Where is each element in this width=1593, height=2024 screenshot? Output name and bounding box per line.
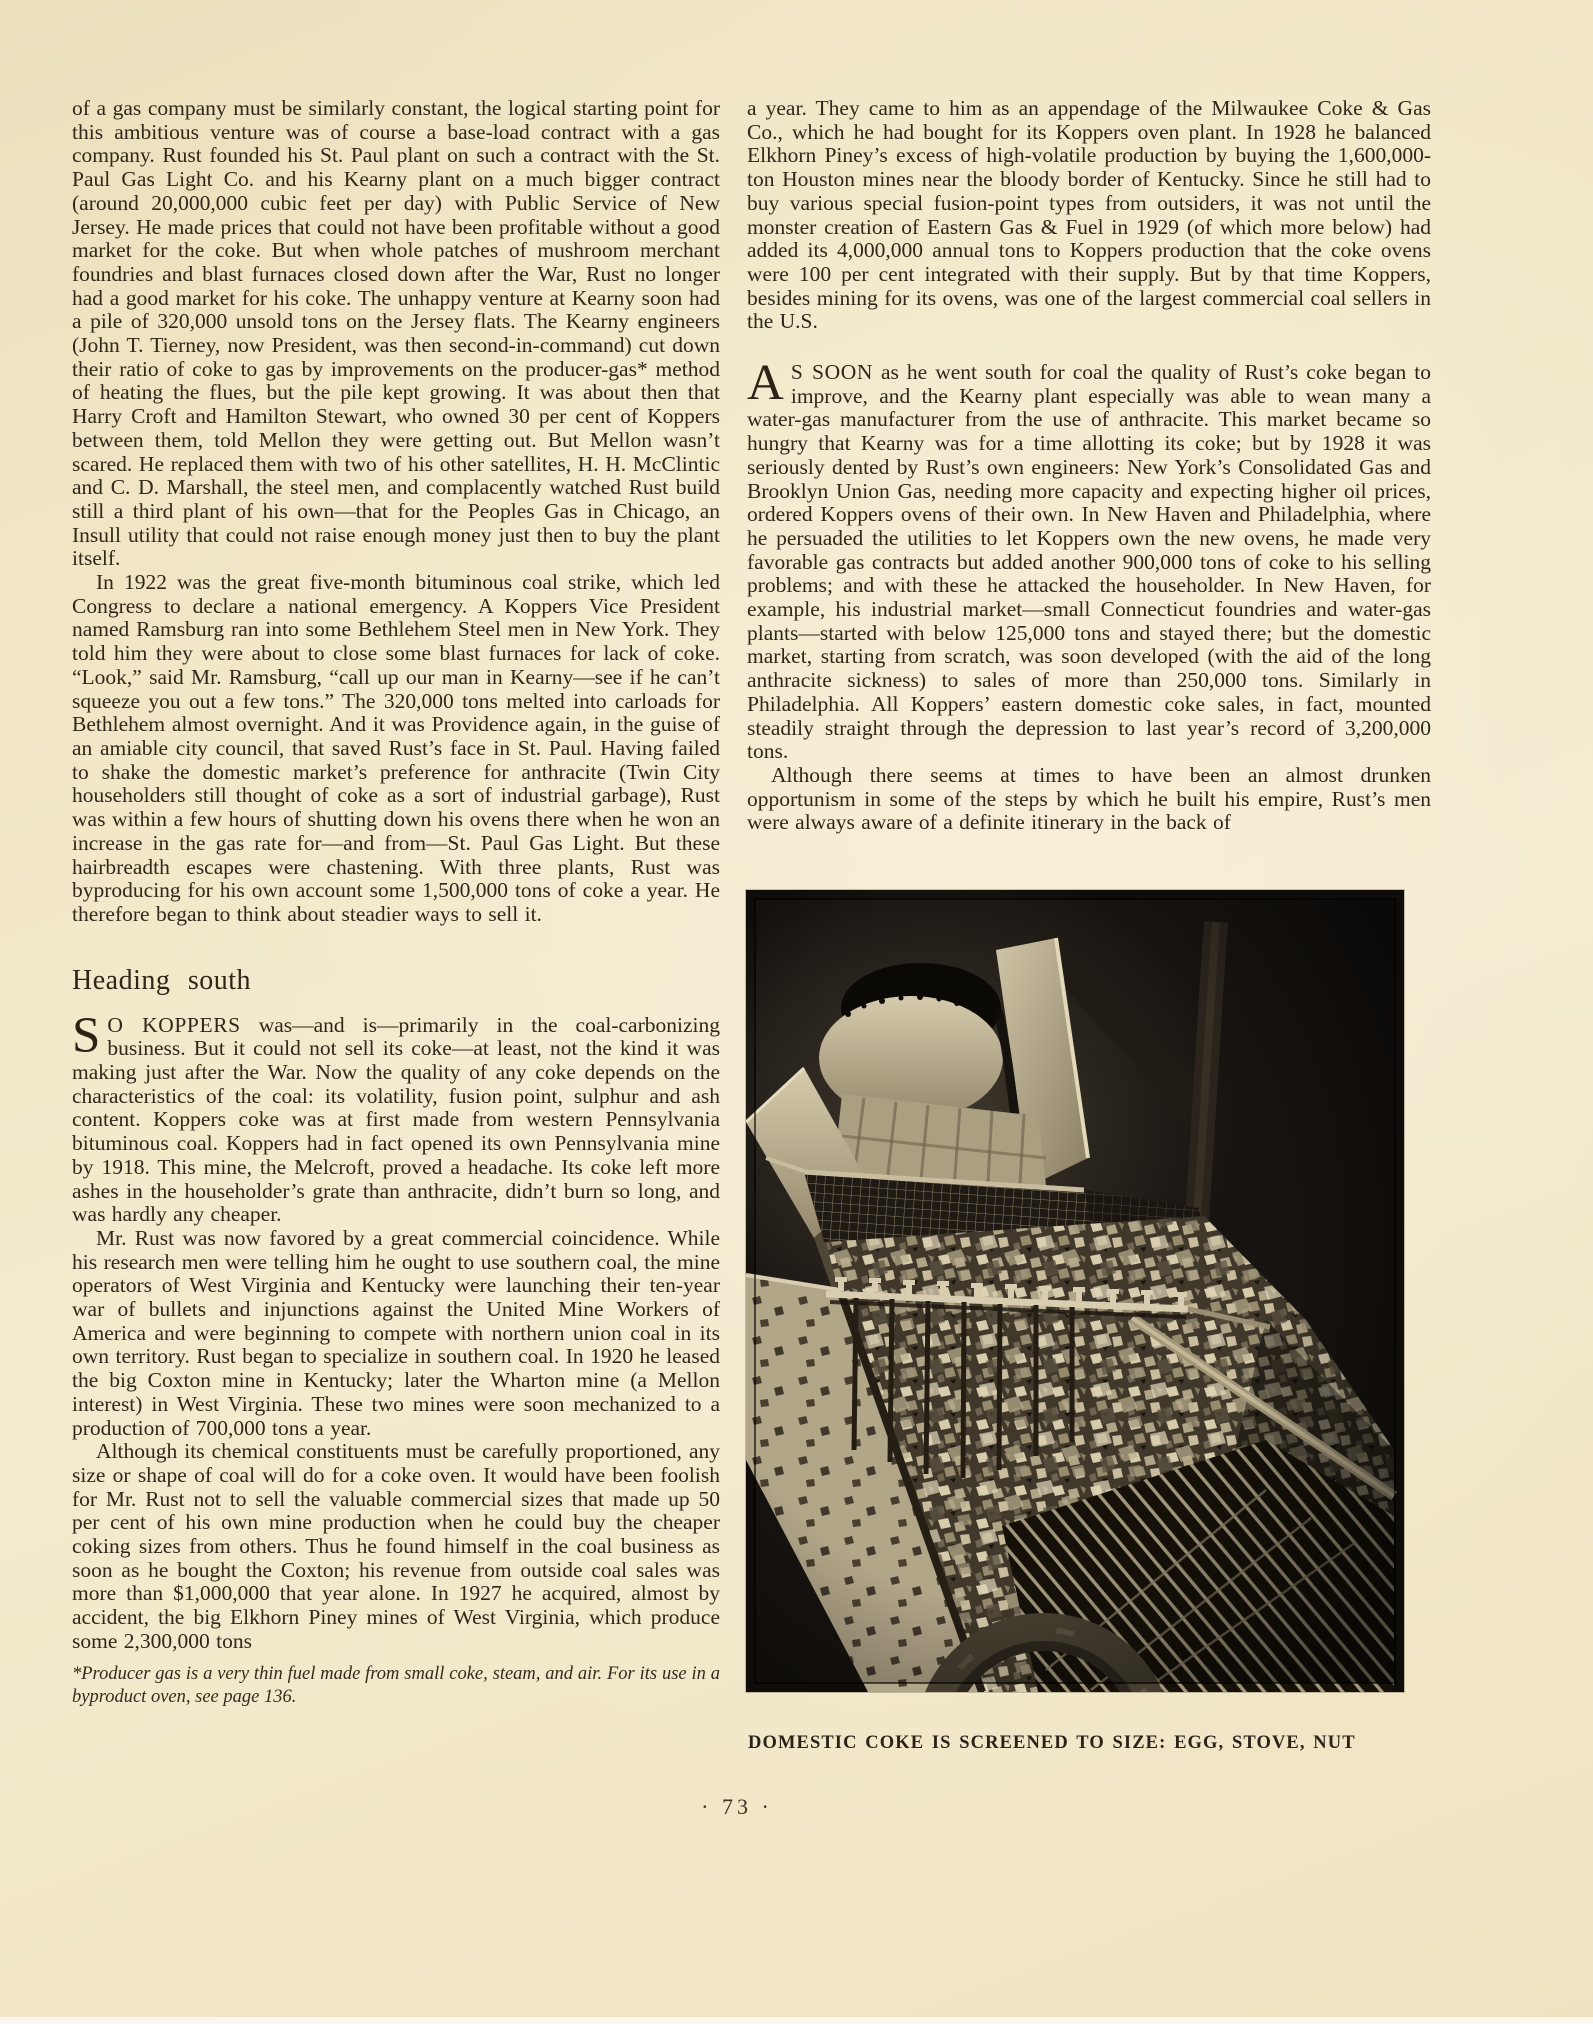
paragraph-text: was—and is—primarily in the coal-carbonizing business. But it could not sell its coke—at least, not the kind it was making just after the War. Now the quality of any coke depends on the characteristics of the coal: its volatility, fusion point, sulphur and ash content. Koppers coke was at first made from western Pennsylvania bituminous coal. Koppers had in fact opened its own Pennsylvania mine by 1918. This mine, the Melcroft, proved a headache. Its coke left more ashes in the householder’s grate than anthracite, didn’t burn so long, and was hardly any cheaper. <box>72 1012 720 1227</box>
footnote: *Producer gas is a very thin fuel made from small coke, steam, and air. For its use in a byproduct oven, see page 136. <box>72 1663 720 1707</box>
paragraph: a year. They came to him as an appendage of the Milwaukee Coke & Gas Co., which he had bought for its Koppers oven plant. In 1928 he balanced Elkhorn Piney’s excess of high-volatile production by buying the 1,600,000-ton Houston mines near the bloody border of Kentucky. Since he still had to buy various special fusion-point types from outsiders, it was not until the monster creation of Eastern Gas & Fuel in 1929 (of which more below) had added its 4,000,000 annual tons to Koppers production that the coke ovens were 100 per cent integrated with their supply. But by that time Koppers, besides mining for its ovens, was one of the largest commercial coal sellers in the U.S. <box>747 97 1431 334</box>
paragraph: In 1922 was the great five-month bituminous coal strike, which led Congress to declare a national emergency. A Koppers Vice President named Ramsburg ran into some Bethlehem Steel men in New York. They told him they were about to close some blast furnaces for lack of coke. “Look,” said Mr. Ramsburg, “call up our man in Kearny—see if he can’t squeeze you out a few tons.” The 320,000 tons melted into carloads for Bethlehem almost overnight. And it was Providence again, in the guise of an amiable city council, that saved Rust’s face in St. Paul. Having failed to shake the domestic market’s preference for anthracite (Twin City householders still thought of coke as a sort of industrial garbage), Rust was within a few hours of shutting down his ovens there when he won an increase in the gas rate for—and from—St. Paul Gas Light. But these hairbreadth escapes were chastening. With three plants, Rust was byproducing for his own account some 1,500,000 tons of coke a year. He therefore began to think about steadier ways to sell it. <box>72 570 720 926</box>
left-column <box>72 97 720 1709</box>
coke-screening-photo <box>746 890 1404 1692</box>
drop-cap-letter: A <box>747 355 784 412</box>
paragraph: of a gas company must be similarly constant, the logical starting point for this ambitious venture was of course a base-load contract with a gas company. Rust founded his St. Paul plant on such a contract with the St. Paul Gas Light Co. and his Kearny plant on a much bigger contract (around 20,000,000 cubic feet per day) with Public Service of New Jersey. He made prices that could not have been profitable without a good market for the coke. But when whole patches of mushroom merchant foundries and blast furnaces closed down after the War, Rust no longer had a good market for his coke. The unhappy venture at Kearny soon had a pile of 320,000 unsold tons on the Jersey flats. The Kearny engineers (John T. Tierney, now President, was then second-in-command) cut down their ratio of coke to gas by improvements on the producer-gas* method of heating the flues, but the pile kept growing. It was about then that Harry Croft and Hamilton Stewart, who owned 30 per cent of Koppers between them, told Mellon they were getting out. But Mellon wasn’t scared. He replaced them with two of his other satellites, H. H. McClintic and C. D. Marshall, the steel men, and complacently watched Rust build still a third plant of his own—that for the Peoples Gas in Chicago, an Insull utility that could not raise enough money just then to buy the plant itself. <box>72 96 720 571</box>
paragraph: Although its chemical constituents must be carefully proportioned, any size or shape of coal will do for a coke oven. It would have been foolish for Mr. Rust not to sell the valuable commercial sizes that made up 50 per cent of his own mine production when he could buy the cheaper coking sizes from others. Thus he found himself in the coal business as soon as he bought the Coxton; his revenue from outside coal sales was more than $1,000,000 that year alone. In 1927 he acquired, almost by accident, the big Elkhorn Piney mines of West Virginia, which produce some 2,300,000 tons <box>72 1439 720 1653</box>
right-column <box>747 97 1431 892</box>
paragraph: Although there seems at times to have been an almost drunken opportunism in some of the steps by which he built his empire, Rust’s men were always aware of a definite itinerary in the back of <box>747 762 1431 835</box>
paragraph-text: as he went south for coal the quality of Rust’s coke began to improve, and the Kearny plant especially was able to wean many a water-gas manufacturer from the use of anthracite. This market became so hungry that Kearny was for a time allotting its coke; but by 1928 it was seriously dented by Rust’s own engineers: New York’s Consolidated Gas and Brooklyn Union Gas, needing more capacity and expecting higher oil prices, ordered Koppers ovens of their own. In New Haven and Philadelphia, where he persuaded the utilities to let Koppers own the new ovens, he made very favorable gas contracts but added another 900,000 tons of coke to his selling problems; and with these he attacked the householder. In New Haven, for example, his industrial market—small Connecticut foundries and water-gas plants—started with below 125,000 tons and stayed there; but the domestic market, starting from scratch, was soon developed (with the aid of the long anthracite sickness) to sales of more than 250,000 tons. Similarly in Philadelphia. All Koppers’ eastern domestic coke sales, in fact, mounted steadily straight through the depression to last year’s record of 3,200,000 tons. <box>747 360 1431 764</box>
paragraph-dropcap <box>72 1007 720 1227</box>
section-heading: Heading south <box>72 964 252 996</box>
paragraph: Mr. Rust was now favored by a great commercial coincidence. While his research men were telling him he ought to use southern coal, the mine operators of West Virginia and Kentucky were launching their ten-year war of bullets and injunctions against the United Mine Workers of America and were beginning to compete with northern union coal in its own territory. Rust began to specialize in southern coal. In 1920 he leased the big Coxton mine in Kentucky; later the Wharton mine (a Mellon interest) in West Virginia. These two mines were soon mechanized to a production of 700,000 tons a year. <box>72 1225 720 1440</box>
lead-caps: S SOON <box>790 360 873 385</box>
drop-cap-letter: S <box>72 1007 101 1064</box>
page-number: · 73 · <box>701 1794 773 1819</box>
paragraph-dropcap <box>747 355 1431 764</box>
photo-caption: DOMESTIC COKE IS SCREENED TO SIZE: EGG, STOVE, NUT <box>748 1733 1356 1753</box>
scan-edge <box>0 2017 1593 2024</box>
lead-caps: O KOPPERS <box>107 1012 241 1037</box>
